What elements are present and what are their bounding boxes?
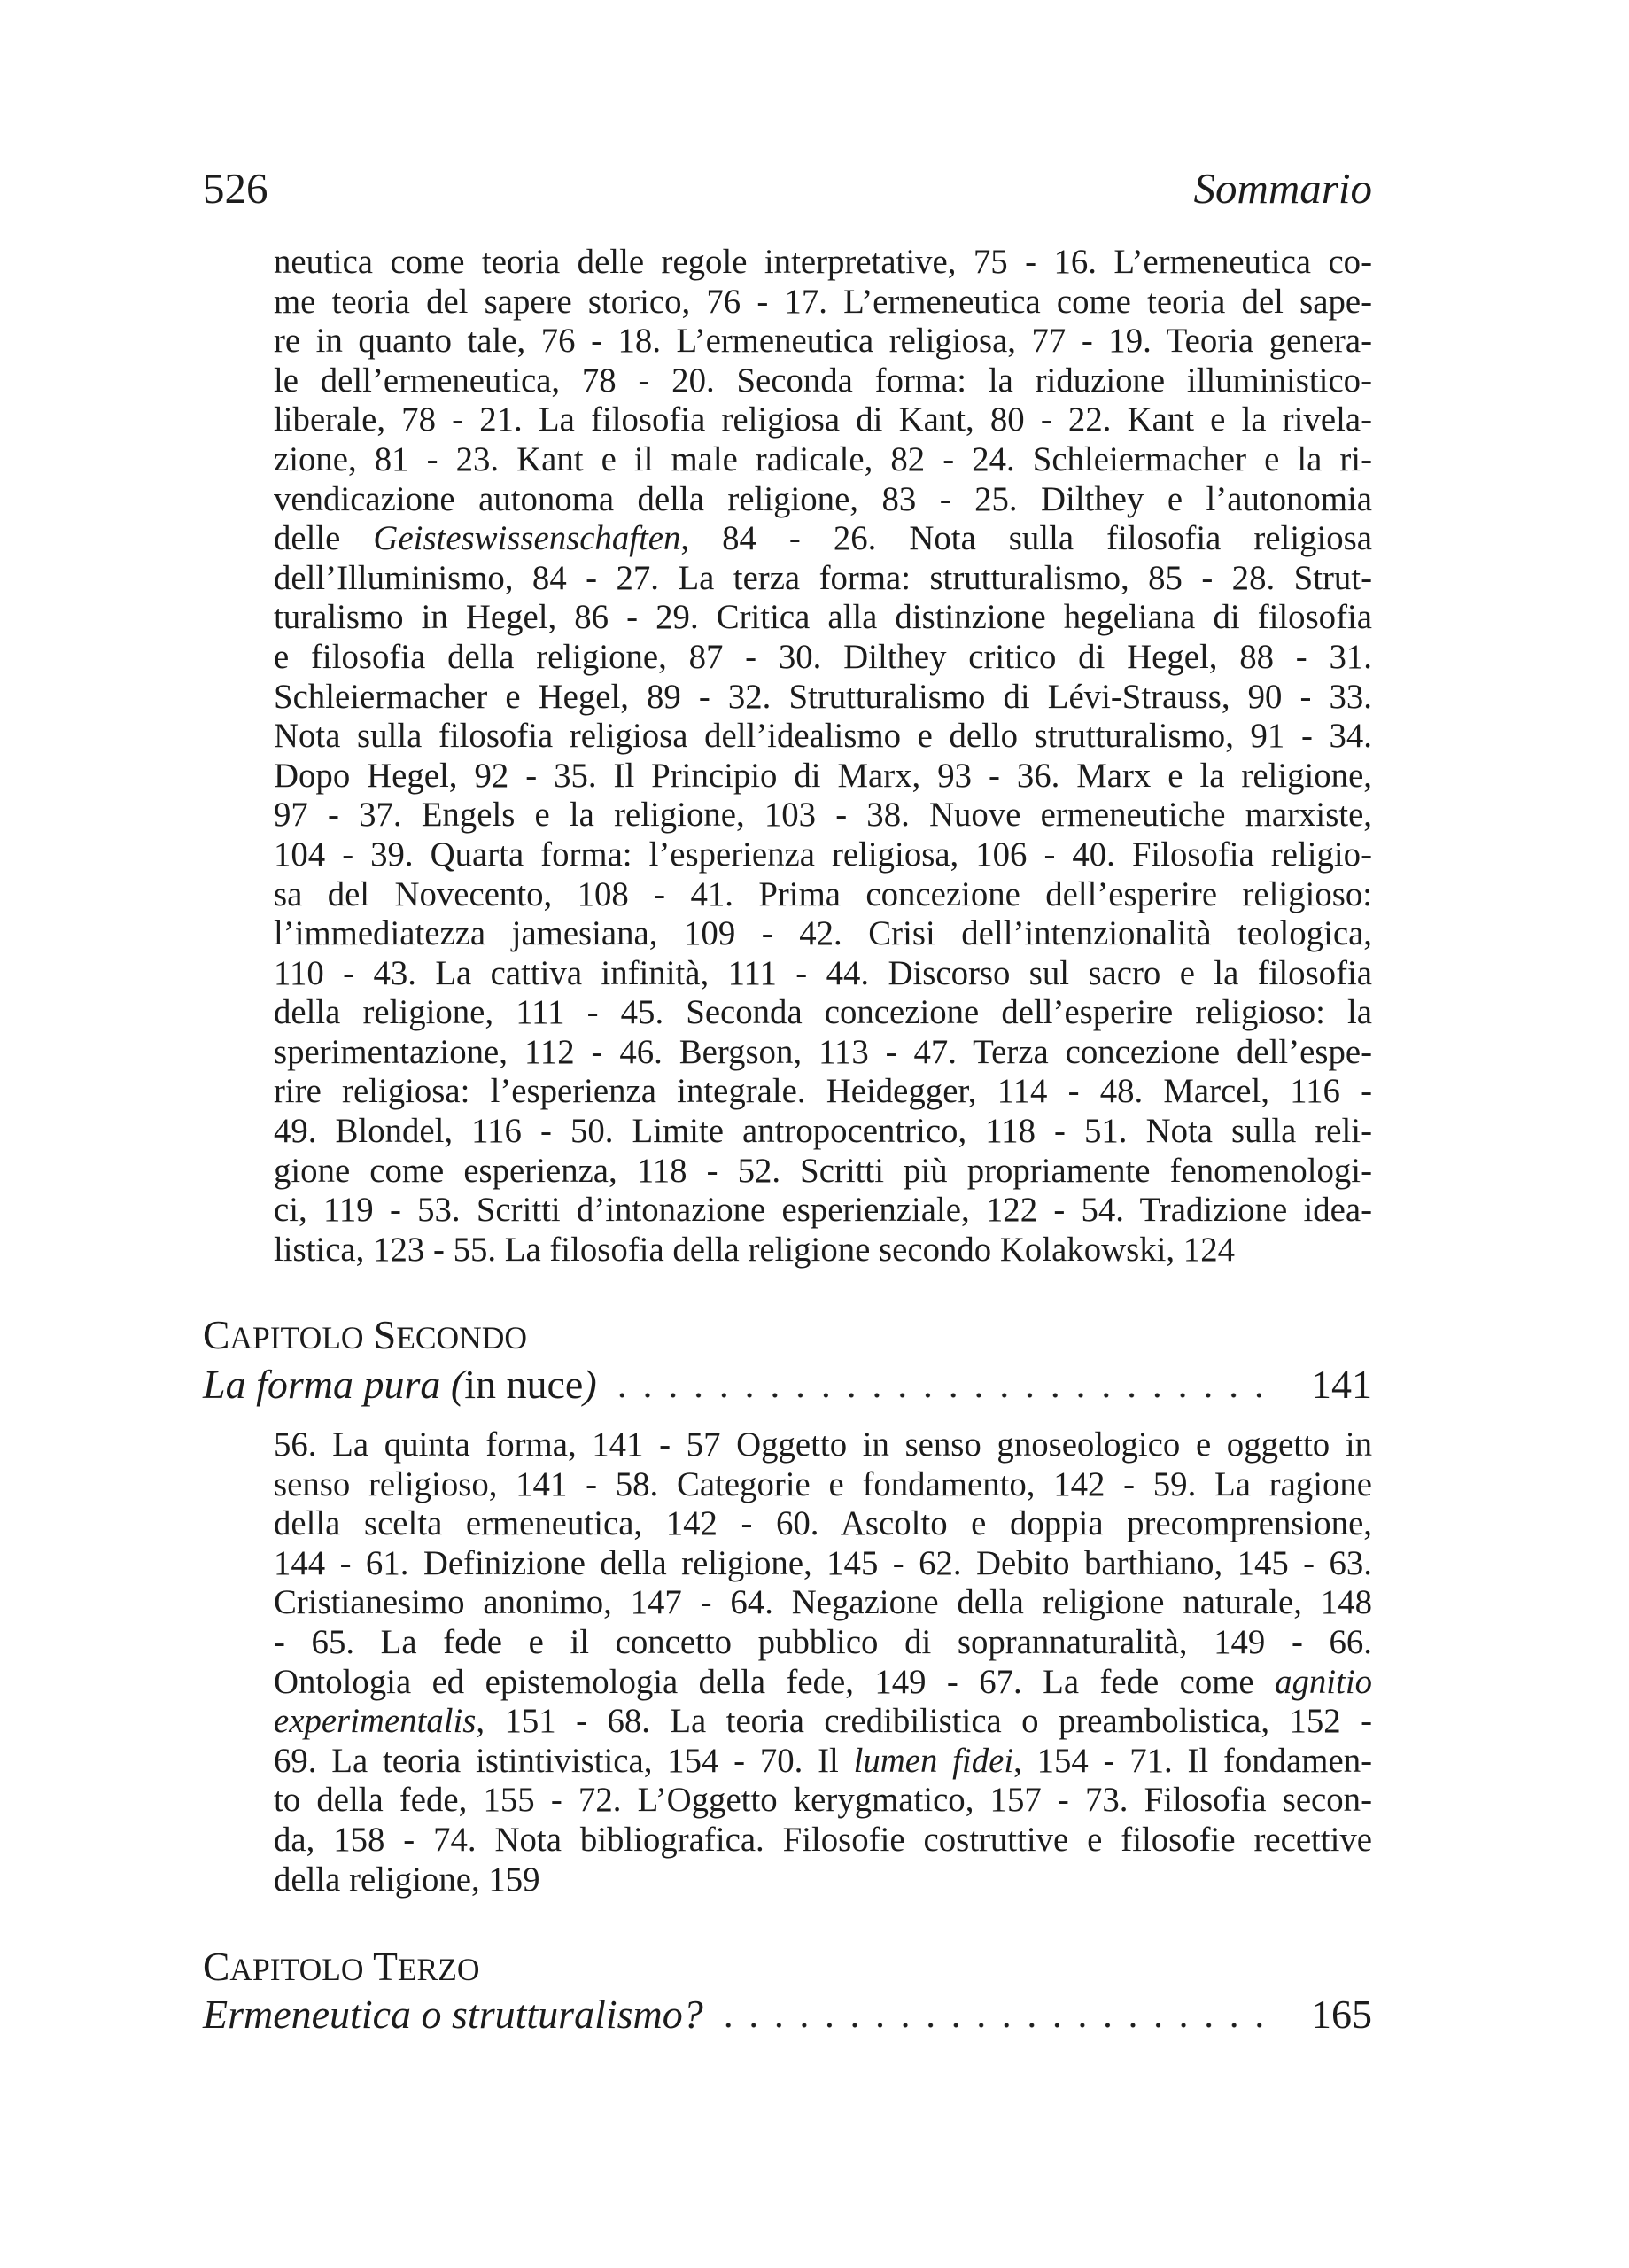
toc-line: 97 - 37. Engels e la religione, 103 - 38. Nuove ermeneutiche marxiste, [274,796,1372,835]
line-text: 69. La teoria istintivistica, 154 - 70. Il [274,1741,854,1780]
toc-line: 104 - 39. Quarta forma: l’esperienza religiosa, 106 - 40. Filosofia religio- [274,835,1372,874]
toc-line: me teoria del sapere storico, 76 - 17. L’ermeneutica come teoria del sape- [274,282,1372,321]
italic-term: Geisteswissenschaften [373,519,681,558]
chapter-label: CAPITOLO SECONDO [203,1312,528,1357]
toc-line [274,1742,1372,1782]
small-caps-letters: ERZO [397,1952,480,1987]
toc-line [274,1663,1372,1703]
line-text: , 151 - 68. La teoria credibilistica o preambolistica, 152 - [476,1702,1372,1741]
line-text: , 154 - 71. Il fondamen- [1013,1741,1373,1780]
toc-line: ci, 119 - 53. Scritti d’intonazione esperienziale, 122 - 54. Tradizione idea- [274,1191,1372,1230]
italic-term: agnitio [1275,1662,1372,1701]
toc-line: vendicazione autonoma della religione, 83 - 25. Dilthey e l’autonomia [274,479,1372,518]
toc-line: re in quanto tale, 76 - 18. L’ermeneutica religiosa, 77 - 19. Teoria genera- [274,322,1372,361]
small-caps-letters: APITOLO [229,1320,364,1355]
toc-line: 110 - 43. La cattiva infinità, 111 - 44. Discorso sul sacro e la filosofia [274,953,1372,992]
toc-entries-chapter-2 [274,1425,1372,1899]
chapter-title-text: La forma pura ( [203,1362,465,1407]
toc-line: Dopo Hegel, 92 - 35. Il Principio di Marx, 93 - 36. Marx e la religione, [274,756,1372,795]
running-title: Sommario [1193,164,1372,213]
toc-line: e filosofia della religione, 87 - 30. Dilthey critico di Hegel, 88 - 31. [274,637,1372,676]
dot-leader [609,1393,1272,1398]
chapter-label: CAPITOLO TERZO [203,1944,480,1989]
small-caps-letters: ECONDO [396,1320,528,1355]
toc-line: senso religioso, 141 - 58. Categorie e fondamento, 142 - 59. La ragione [274,1464,1372,1503]
dot-leader [716,2023,1272,2028]
toc-line: Schleiermacher e Hegel, 89 - 32. Strutturalismo di Lévi-Strauss, 90 - 33. [274,677,1372,716]
toc-line: 56. La quinta forma, 141 - 57 Oggetto in senso gnoseologico e oggetto in [274,1425,1372,1464]
italic-term: experimentalis [274,1702,477,1741]
toc-line: della scelta ermeneutica, 142 - 60. Ascolto e doppia precomprensione, [274,1504,1372,1543]
toc-line: zione, 81 - 23. Kant e il male radicale, 82 - 24. Schleiermacher e la ri- [274,439,1372,478]
line-text: Ontologia ed epistemologia della fede, 149 - 67. La fede come [274,1662,1276,1701]
toc-line: sa del Novecento, 108 - 41. Prima concezione dell’esperire religioso: [274,874,1372,913]
toc-line: listica, 123 - 55. La filosofia della religione secondo Kolakowski, 124 [274,1230,1235,1269]
toc-line: della religione, 111 - 45. Seconda concezione dell’esperire religioso: la [274,993,1372,1032]
small-caps-letters: APITOLO [229,1952,364,1987]
toc-line: sperimentazione, 112 - 46. Bergson, 113 - 47. Terza concezione dell’espe- [274,1032,1372,1071]
toc-line: - 65. La fede e il concetto pubblico di soprannaturalità, 149 - 66. [274,1622,1372,1661]
toc-line [274,519,1372,559]
line-text: delle [274,519,374,558]
toc-line: to della fede, 155 - 72. L’Oggetto kerygmatico, 157 - 73. Filosofia secon- [274,1781,1372,1820]
toc-line: liberale, 78 - 21. La filosofia religiosa di Kant, 80 - 22. Kant e la rivela- [274,400,1372,439]
italic-term: lumen fidei [853,1741,1014,1780]
toc-line: 144 - 61. Definizione della religione, 145 - 62. Debito barthiano, 145 - 63. [274,1543,1372,1582]
chapter-title-latin: in nuce [464,1362,584,1407]
toc-line [274,1702,1372,1742]
chapter-title: Ermeneutica o strutturalismo? [203,1992,703,2037]
toc-line: turalismo in Hegel, 86 - 29. Critica alla distinzione hegeliana di filosofia [274,598,1372,637]
toc-line: gione come esperienza, 118 - 52. Scritti più propriamente fenomenologi- [274,1151,1372,1190]
chapter-page-number: 141 [1311,1362,1372,1407]
chapter-title-text: ) [583,1362,597,1407]
toc-line: le dell’ermeneutica, 78 - 20. Seconda forma: la riduzione illuministico- [274,361,1372,400]
toc-line: della religione, 159 [274,1860,540,1899]
chapter-title [203,1360,597,1410]
line-text: , 84 - 26. Nota sulla filosofia religiosa [680,519,1372,558]
toc-line: neutica come teoria delle regole interpretative, 75 - 16. L’ermeneutica co- [274,243,1372,281]
toc-line: l’immediatezza jamesiana, 109 - 42. Crisi dell’intenzionalità teologica, [274,914,1372,953]
toc-entries-continued [274,243,1372,1270]
toc-line: dell’Illuminismo, 84 - 27. La terza forma: strutturalismo, 85 - 28. Strut- [274,558,1372,597]
toc-chapter-entry [203,1990,1372,2039]
toc-line: 49. Blondel, 116 - 50. Limite antropocentrico, 118 - 51. Nota sulla reli- [274,1112,1372,1151]
chapter-page-number: 165 [1311,1992,1372,2037]
toc-line: rire religiosa: l’esperienza integrale. Heidegger, 114 - 48. Marcel, 116 - [274,1072,1372,1111]
running-head [203,164,1372,214]
toc-line: da, 158 - 74. Nota bibliografica. Filosofie costruttive e filosofie recettive [274,1820,1372,1859]
toc-chapter-entry [203,1360,1372,1410]
toc-line: Cristianesimo anonimo, 147 - 64. Negazione della religione naturale, 148 [274,1583,1372,1622]
toc-line: Nota sulla filosofia religiosa dell’idealismo e dello strutturalismo, 91 - 34. [274,717,1372,756]
page-number: 526 [203,164,268,213]
